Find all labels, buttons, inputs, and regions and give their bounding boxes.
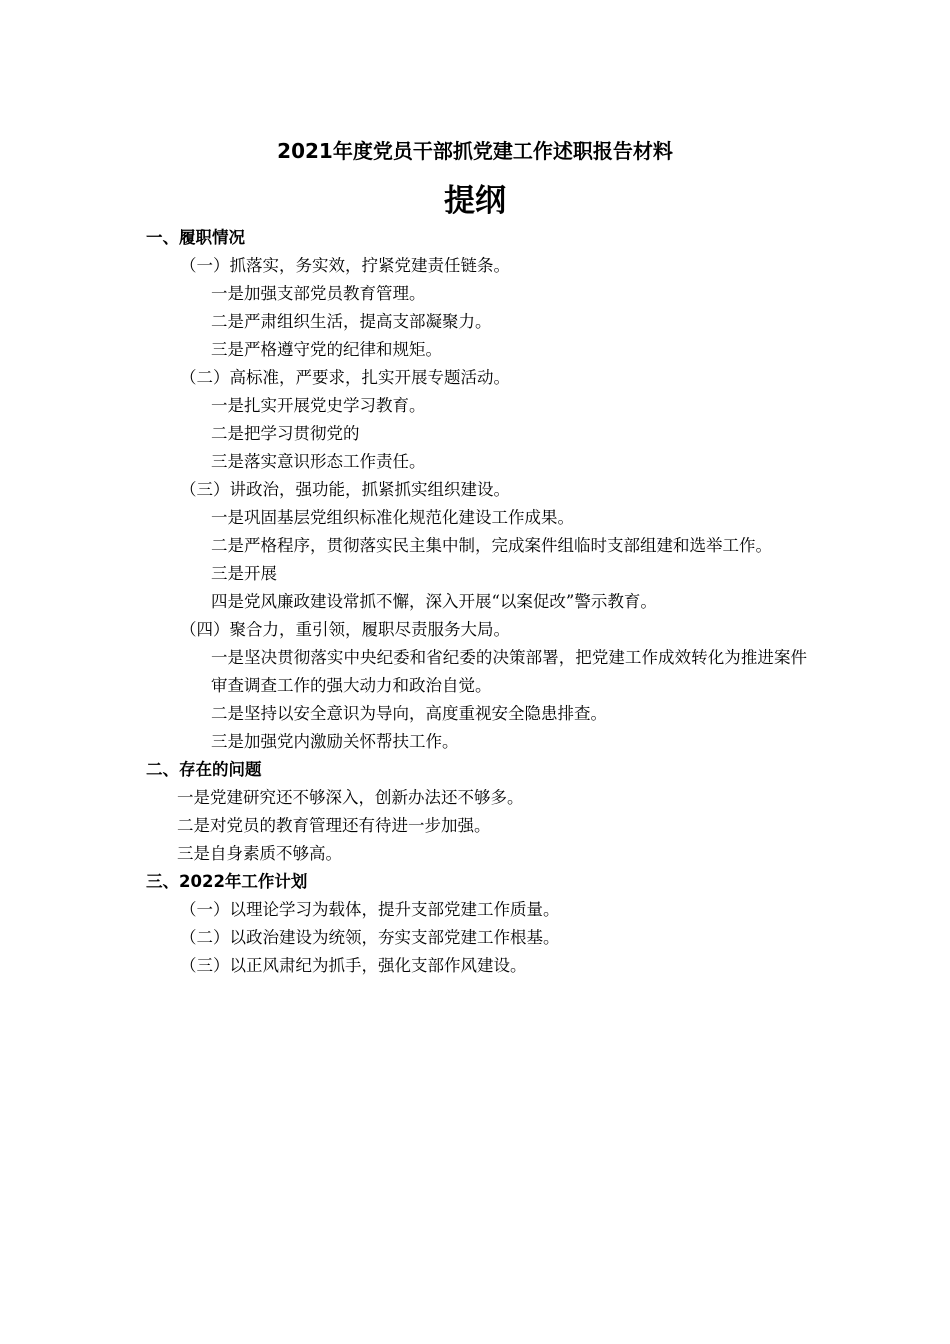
subsection-heading: （四）聚合力，重引领，履职尽责服务大局。 [180, 620, 510, 639]
list-item: 二是把学习贯彻党的 [211, 424, 360, 443]
section-heading-2: 二、存在的问题 [146, 760, 262, 779]
outline-body [0, 224, 950, 980]
list-item: 一是加强支部党员教育管理。 [211, 284, 426, 303]
list-item: 一是坚决贯彻落实中央纪委和省纪委的决策部署，把党建工作成效转化为推进案件审查调查工作的强大动力和政治自觉。 [211, 648, 807, 695]
list-item: 一是扎实开展党史学习教育。 [211, 396, 426, 415]
list-item: 三是落实意识形态工作责任。 [211, 452, 426, 471]
list-item: （一）以理论学习为载体，提升支部党建工作质量。 [180, 900, 560, 919]
list-item: 二是严格程序，贯彻落实民主集中制，完成案件组临时支部组建和选举工作。 [211, 536, 772, 555]
subsection-heading: （二）高标准，严要求，扎实开展专题活动。 [180, 368, 510, 387]
list-item: （三）以正风肃纪为抓手，强化支部作风建设。 [180, 956, 527, 975]
list-item: 三是自身素质不够高。 [177, 844, 342, 863]
list-item: 二是严肃组织生活，提高支部凝聚力。 [211, 312, 492, 331]
section-heading-3: 三、2022年工作计划 [146, 872, 308, 891]
list-item: 一是巩固基层党组织标准化规范化建设工作成果。 [211, 508, 574, 527]
list-item: 三是加强党内激励关怀帮扶工作。 [211, 732, 459, 751]
subsection-heading: （一）抓落实，务实效，拧紧党建责任链条。 [180, 256, 510, 275]
document-title: 2021年度党员干部抓党建工作述职报告材料 [277, 139, 673, 163]
list-item: （二）以政治建设为统领，夯实支部党建工作根基。 [180, 928, 560, 947]
subsection-heading: （三）讲政治，强功能，抓紧抓实组织建设。 [180, 480, 510, 499]
section-heading-1: 一、履职情况 [146, 228, 245, 247]
document-subtitle: 提纲 [444, 183, 506, 219]
list-item: 三是严格遵守党的纪律和规矩。 [211, 340, 442, 359]
list-item: 四是党风廉政建设常抓不懈，深入开展“以案促改”警示教育。 [211, 592, 657, 611]
list-item: 三是开展 [211, 564, 277, 583]
list-item: 一是党建研究还不够深入，创新办法还不够多。 [177, 788, 524, 807]
list-item: 二是对党员的教育管理还有待进一步加强。 [177, 816, 491, 835]
list-item: 二是坚持以安全意识为导向，高度重视安全隐患排查。 [211, 704, 607, 723]
